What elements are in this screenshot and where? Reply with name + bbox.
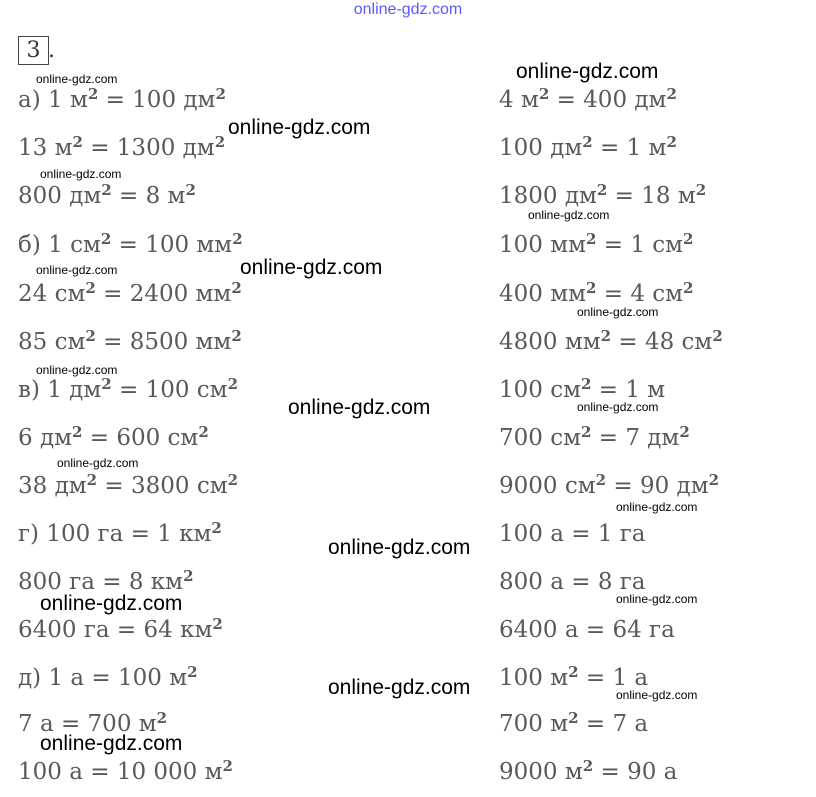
task-number: 3	[18, 36, 49, 65]
equation-line: 1800 $дм^2 = 18$ $м^2$	[499, 180, 707, 209]
equation-line: 700 $м^2 = 7$ а	[499, 708, 649, 737]
equation-line: а) 1 $м^2 = 100$ $дм^2$	[18, 84, 226, 113]
equation-line: 4 $м^2 = 400$ $дм^2$	[499, 84, 677, 113]
watermark: online-gdz.com	[616, 688, 698, 702]
watermark: online-gdz.com	[528, 208, 610, 222]
watermark: online-gdz.com	[36, 363, 118, 377]
equation-line: 6400 а = 64 га	[499, 617, 675, 643]
equation-line: 24 $см^2 = 2400$ $мм^2$	[18, 278, 242, 307]
watermark: online-gdz.com	[516, 60, 659, 83]
watermark: online-gdz.com	[328, 536, 471, 559]
watermark: online-gdz.com	[240, 256, 383, 279]
equation-line: 700 $см^2 = 7$ $дм^2$	[499, 422, 690, 451]
equation-line: 9000 $м^2 = 90$ а	[499, 756, 678, 785]
equation-line: в) 1 $дм^2 = 100$ $см^2$	[18, 374, 238, 403]
equation-line: 100 $мм^2 = 1$ $см^2$	[499, 229, 694, 258]
equation-line: б) 1 $см^2 = 100$ $мм^2$	[18, 229, 243, 258]
equation-line: 100 $м^2 = 1$ а	[499, 662, 649, 691]
equation-line: 85 $см^2 = 8500$ $мм^2$	[18, 326, 242, 355]
equation-line: 4800 $мм^2 = 48$ $см^2$	[499, 326, 723, 355]
watermark: online-gdz.com	[36, 72, 118, 86]
task-number-dot: .	[48, 38, 55, 63]
watermark: online-gdz.com	[616, 592, 698, 606]
equation-line: 6400 га = 64 $км^2$	[18, 614, 223, 643]
equation-line: 9000 $см^2 = 90$ $дм^2$	[499, 470, 720, 499]
watermark: online-gdz.com	[228, 116, 371, 139]
equation-line: 800 $дм^2 = 8$ $м^2$	[18, 180, 196, 209]
watermark: online-gdz.com	[577, 305, 659, 319]
equation-line: д) 1 а = 100 $м^2$	[18, 662, 198, 691]
equation-line: 100 а = 1 га	[499, 521, 646, 547]
watermark: online-gdz.com	[36, 263, 118, 277]
site-watermark-top: online-gdz.com	[353, 1, 463, 18]
watermark: online-gdz.com	[577, 400, 659, 414]
watermark: online-gdz.com	[288, 396, 431, 419]
equation-line: 100 $см^2 = 1$ м	[499, 374, 666, 403]
watermark: online-gdz.com	[40, 167, 122, 181]
watermark: online-gdz.com	[57, 456, 139, 470]
equation-line: 6 $дм^2 = 600$ $см^2$	[18, 422, 209, 451]
watermark: online-gdz.com	[328, 676, 471, 699]
watermark: online-gdz.com	[40, 592, 183, 615]
equation-line: 100 $дм^2 = 1$ $м^2$	[499, 132, 677, 161]
equation-line: г) 100 га = 1 $км^2$	[18, 518, 222, 547]
equation-line: 800 га = 8 $км^2$	[18, 566, 194, 595]
equation-line: 400 $мм^2 = 4$ $см^2$	[499, 278, 694, 307]
equation-line: 7 а = 700 $м^2$	[18, 708, 168, 737]
equation-line: 13 $м^2 = 1300$ $дм^2$	[18, 132, 226, 161]
watermark: online-gdz.com	[40, 732, 183, 755]
equation-line: 100 а = 10 000 $м^2$	[18, 756, 233, 785]
watermark: online-gdz.com	[616, 500, 698, 514]
equation-line: 38 $дм^2 = 3800$ $см^2$	[18, 470, 239, 499]
equation-line: 800 а = 8 га	[499, 569, 646, 595]
